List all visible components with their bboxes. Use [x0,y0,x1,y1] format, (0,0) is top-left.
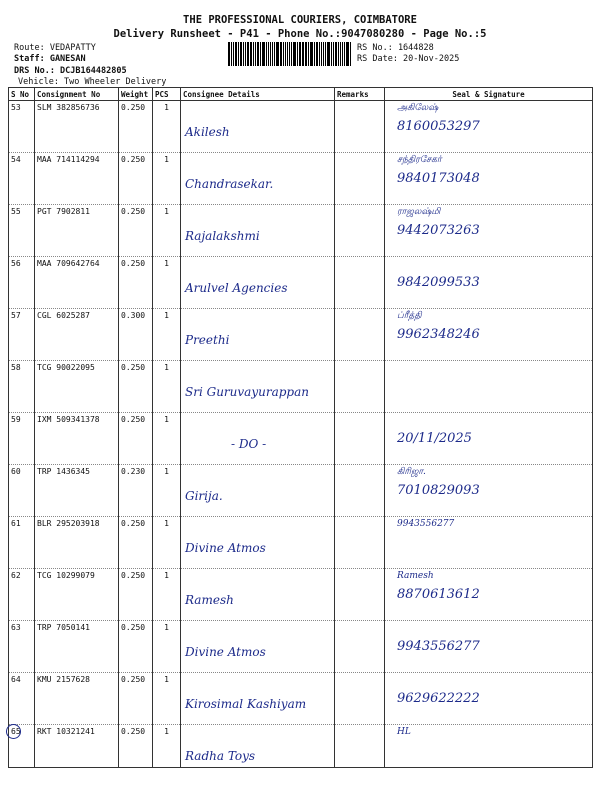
pcs-cell-text: 1 [164,259,169,268]
pcs-cell [153,413,181,465]
signature-name: அகிலேஷ் [397,103,439,113]
pcs-cell-text: 1 [164,727,169,736]
weight-cell [119,257,153,309]
seal-signature-cell [385,621,593,673]
consignment-cell-text: CGL 6025287 [37,311,90,320]
consignee-cell [181,517,335,569]
circle-mark-icon [6,724,21,739]
sno-cell-text: 65 [11,727,21,736]
consignee-handwriting: Radha Toys [185,749,256,763]
table-row [9,517,593,569]
weight-cell-text: 0.250 [121,519,146,528]
table-header-row [9,88,593,101]
sno-cell [9,725,35,768]
consignment-cell-text: TCG 10299079 [37,571,95,580]
drs-label: DRS No.: DCJB164482805 [14,66,127,76]
seal-signature-cell [385,413,593,465]
weight-cell-text: 0.250 [121,571,146,580]
pcs-cell [153,725,181,768]
signature-phone: 9442073263 [397,223,480,238]
table-row [9,153,593,205]
pcs-cell [153,361,181,413]
weight-cell [119,725,153,768]
weight-cell [119,465,153,517]
weight-cell-text: 0.250 [121,207,146,216]
pcs-cell-text: 1 [164,103,169,112]
company-title: THE PROFESSIONAL COURIERS, COIMBATORE [183,14,417,26]
weight-cell [119,205,153,257]
consignment-cell [35,465,119,517]
consignment-cell [35,257,119,309]
consignment-cell [35,569,119,621]
consignee-handwriting: Akilesh [185,125,230,139]
consignment-cell [35,309,119,361]
weight-cell [119,309,153,361]
consignee-cell [181,465,335,517]
remarks-cell [335,673,385,725]
weight-cell [119,569,153,621]
signature-name: ப்ரீத்தி [397,311,422,321]
table-row [9,413,593,465]
consignment-cell-text: MAA 714114294 [37,155,100,164]
staff-label: Staff: GANESAN [14,54,86,64]
weight-cell-text: 0.250 [121,155,146,164]
seal-signature-cell [385,725,593,768]
consignee-cell [181,309,335,361]
table-row [9,257,593,309]
weight-cell [119,101,153,153]
pcs-cell-text: 1 [164,519,169,528]
sno-cell-text: 63 [11,623,21,632]
consignment-cell-text: TCG 90022095 [37,363,95,372]
consignment-cell-text: IXM 509341378 [37,415,100,424]
seal-signature-cell [385,465,593,517]
seal-signature-cell [385,153,593,205]
table-row [9,673,593,725]
signature-name: கிரிஜா. [397,467,426,477]
signature-name: Ramesh [397,571,434,581]
consignee-handwriting: Sri Guruvayurappan [185,385,309,399]
pcs-cell [153,309,181,361]
consignment-cell [35,101,119,153]
pcs-cell-text: 1 [164,467,169,476]
signature-phone: 9629622222 [397,691,480,706]
consignment-cell-text: TRP 7050141 [37,623,90,632]
sno-cell-text: 53 [11,103,21,112]
col-header-remarks: Remarks [335,88,385,101]
sno-cell [9,309,35,361]
barcode-image [228,42,352,66]
signature-name: HL [397,727,411,737]
consignee-handwriting: Rajalakshmi [185,229,260,243]
seal-signature-cell [385,569,593,621]
remarks-cell [335,725,385,768]
weight-cell [119,673,153,725]
weight-cell-text: 0.250 [121,259,146,268]
sno-cell [9,569,35,621]
consignee-cell [181,361,335,413]
consignee-cell [181,153,335,205]
weight-cell-text: 0.250 [121,415,146,424]
pcs-cell-text: 1 [164,675,169,684]
consignee-cell [181,673,335,725]
consignment-cell [35,517,119,569]
table-row [9,621,593,673]
weight-cell-text: 0.250 [121,363,146,372]
sno-cell-text: 64 [11,675,21,684]
consignee-handwriting: Chandrasekar. [185,177,274,191]
consignment-cell-text: MAA 709642764 [37,259,100,268]
sno-cell-text: 62 [11,571,21,580]
consignee-handwriting: Preethi [185,333,230,347]
seal-signature-cell [385,309,593,361]
consignee-handwriting: Arulvel Agencies [185,281,288,295]
weight-cell-text: 0.300 [121,311,146,320]
signature-phone: 7010829093 [397,483,480,498]
runsheet-table [8,87,593,768]
signature-phone: 9840173048 [397,171,480,186]
weight-cell [119,413,153,465]
weight-cell-text: 0.250 [121,623,146,632]
signature-phone: 9962348246 [397,327,480,342]
col-header-consignment: Consignment No [35,88,119,101]
consignment-cell [35,725,119,768]
seal-signature-cell [385,517,593,569]
col-header-sno: S No [9,88,35,101]
route-label: Route: VEDAPATTY [14,43,96,53]
sno-cell [9,153,35,205]
signature-name: சந்திரசேகர் [397,155,442,165]
sno-cell [9,465,35,517]
consignment-cell-text: PGT 7902811 [37,207,90,216]
consignee-handwriting: Divine Atmos [185,541,266,555]
consignment-cell [35,361,119,413]
col-header-seal: Seal & Signature [385,88,593,101]
consignment-cell-text: RKT 10321241 [37,727,95,736]
col-header-pcs: PCS [153,88,181,101]
remarks-cell [335,413,385,465]
consignee-cell [181,101,335,153]
pcs-cell [153,517,181,569]
pcs-cell [153,465,181,517]
sno-cell [9,517,35,569]
seal-signature-cell [385,673,593,725]
weight-cell-text: 0.230 [121,467,146,476]
signature-name: 9943556277 [397,519,455,529]
pcs-cell [153,153,181,205]
weight-cell-text: 0.250 [121,727,146,736]
col-header-weight: Weight [119,88,153,101]
pcs-cell-text: 1 [164,155,169,164]
remarks-cell [335,569,385,621]
remarks-cell [335,465,385,517]
seal-signature-cell [385,361,593,413]
consignment-cell-text: KMU 2157628 [37,675,90,684]
table-row [9,101,593,153]
consignee-handwriting: - DO - [231,437,267,451]
seal-signature-cell [385,101,593,153]
runsheet-subtitle: Delivery Runsheet - P41 - Phone No.:9047080280 - Page No.:5 [113,28,487,40]
consignment-cell-text: TRP 1436345 [37,467,90,476]
rs-no-label: RS No.: 1644828 [357,43,434,53]
pcs-cell-text: 1 [164,415,169,424]
remarks-cell [335,517,385,569]
consignee-cell [181,725,335,768]
vehicle-label: Vehicle: Two Wheeler Delivery [18,77,167,87]
sno-cell [9,361,35,413]
sno-cell-text: 58 [11,363,21,372]
pcs-cell-text: 1 [164,571,169,580]
seal-signature-cell [385,257,593,309]
sno-cell [9,101,35,153]
consignment-cell [35,153,119,205]
pcs-cell [153,101,181,153]
consignment-cell-text: SLM 382856736 [37,103,100,112]
sno-cell-text: 61 [11,519,21,528]
remarks-cell [335,205,385,257]
consignee-handwriting: Kirosimal Kashiyam [185,697,307,711]
weight-cell [119,361,153,413]
sno-cell-text: 56 [11,259,21,268]
table-row [9,205,593,257]
signature-phone: 9943556277 [397,639,480,654]
sno-cell [9,413,35,465]
table-row [9,569,593,621]
sno-cell-text: 57 [11,311,21,320]
consignee-cell [181,621,335,673]
consignee-cell [181,569,335,621]
consignee-handwriting: Ramesh [185,593,234,607]
table-row [9,361,593,413]
remarks-cell [335,621,385,673]
signature-name: ராஜலஷ்மி [397,207,441,217]
remarks-cell [335,153,385,205]
consignee-handwriting: Divine Atmos [185,645,266,659]
rs-date-label: RS Date: 20-Nov-2025 [357,54,460,64]
sno-cell-text: 60 [11,467,21,476]
sno-cell-text: 55 [11,207,21,216]
consignment-cell [35,413,119,465]
consignee-cell [181,205,335,257]
remarks-cell [335,101,385,153]
sno-cell-text: 54 [11,155,21,164]
weight-cell [119,153,153,205]
signature-phone: 20/11/2025 [397,431,472,446]
sno-cell [9,257,35,309]
sno-cell [9,621,35,673]
remarks-cell [335,361,385,413]
remarks-cell [335,257,385,309]
weight-cell [119,621,153,673]
pcs-cell-text: 1 [164,311,169,320]
consignment-cell [35,205,119,257]
seal-signature-cell [385,205,593,257]
pcs-cell [153,569,181,621]
sno-cell-text: 59 [11,415,21,424]
pcs-cell [153,257,181,309]
signature-phone: 9842099533 [397,275,480,290]
weight-cell [119,517,153,569]
pcs-cell [153,673,181,725]
signature-phone: 8160053297 [397,119,480,134]
col-header-consignee: Consignee Details [181,88,335,101]
consignment-cell [35,621,119,673]
pcs-cell-text: 1 [164,623,169,632]
sno-cell [9,673,35,725]
remarks-cell [335,309,385,361]
weight-cell-text: 0.250 [121,675,146,684]
pcs-cell [153,621,181,673]
consignment-cell [35,673,119,725]
consignee-cell [181,257,335,309]
pcs-cell-text: 1 [164,207,169,216]
pcs-cell-text: 1 [164,363,169,372]
table-row [9,725,593,768]
sno-cell [9,205,35,257]
signature-phone: 8870613612 [397,587,480,602]
consignee-handwriting: Girija. [185,489,223,503]
weight-cell-text: 0.250 [121,103,146,112]
table-row [9,465,593,517]
pcs-cell [153,205,181,257]
consignment-cell-text: BLR 295203918 [37,519,100,528]
table-row [9,309,593,361]
consignee-cell [181,413,335,465]
